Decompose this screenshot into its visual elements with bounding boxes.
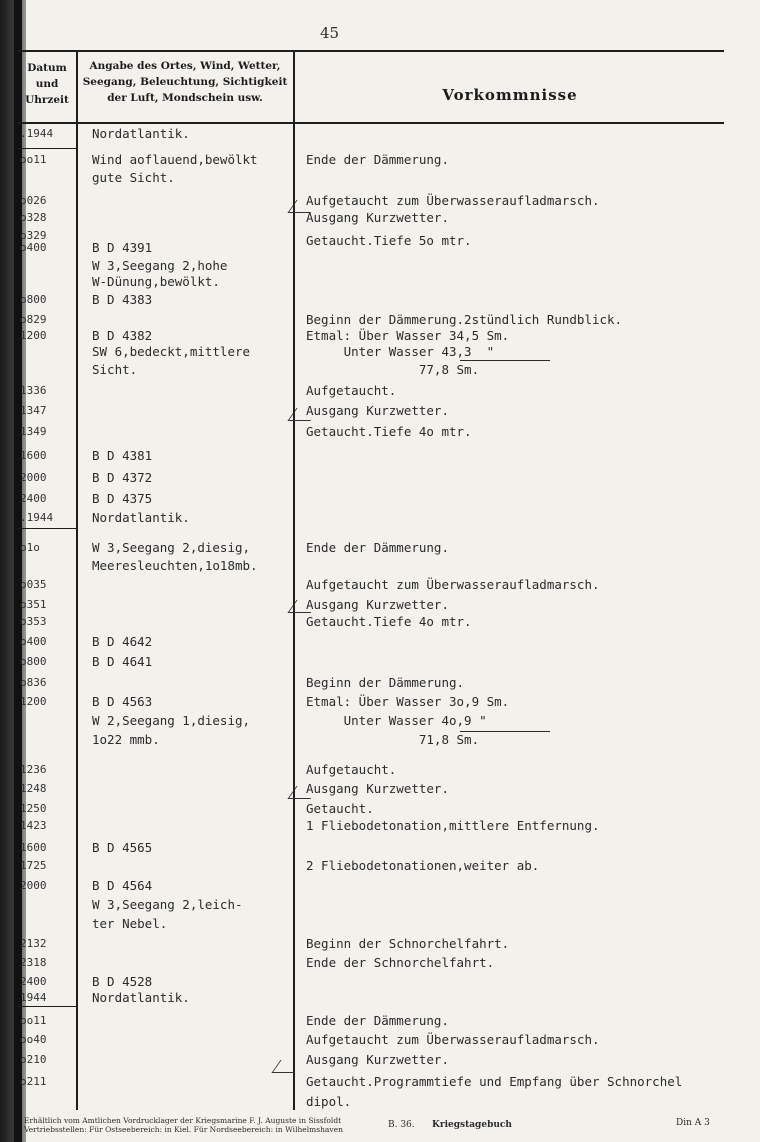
page-number: 45: [320, 24, 340, 42]
log-event: 71,8 Sm.: [306, 732, 480, 747]
log-event: Ausgang Kurzwetter.: [306, 1052, 449, 1067]
log-event: Ausgang Kurzwetter.: [306, 781, 449, 796]
log-place: B D 4375: [92, 491, 153, 506]
footer-title: Kriegstagebuch: [432, 1120, 512, 1130]
log-place: W 3,Seegang 2,diesig,: [92, 540, 251, 555]
log-place: Nordatlantik.: [92, 126, 190, 141]
log-time: .1944: [20, 127, 54, 140]
log-time: o1o: [20, 541, 40, 554]
log-time: 1336: [20, 384, 47, 397]
log-time: 1347: [20, 404, 47, 417]
footer-imprint: Erhältlich vom Amtlichen Vordrucklager der Kriegsmarine F. J. Auguste in Sissfoldt Vertriebsstellen: Für Ostseebereich: in Kiel. Für Nordseebereich: in Wilhelmshaven: [24, 1116, 343, 1134]
top-rule: [18, 50, 724, 52]
log-time: 1600: [20, 449, 47, 462]
log-event: Ausgang Kurzwetter.: [306, 210, 449, 225]
log-place: B D 4381: [92, 448, 153, 463]
log-place: Sicht.: [92, 362, 138, 377]
etmal-sum-line-1: [460, 360, 550, 361]
log-event: Ausgang Kurzwetter.: [306, 403, 449, 418]
log-event: Unter Wasser 43,3 ": [306, 344, 495, 359]
log-time: o035: [20, 578, 47, 591]
header-events: Vorkommnisse: [442, 86, 578, 104]
log-time: o400: [20, 241, 47, 254]
log-place: B D 4641: [92, 654, 153, 669]
log-time: o211: [20, 1075, 47, 1088]
log-time: oo40: [20, 1033, 47, 1046]
log-time: o329: [20, 229, 47, 242]
footer-code: Din A 3: [676, 1118, 710, 1128]
etmal-sum-line-2: [460, 731, 550, 732]
day-separator-1: [18, 148, 76, 149]
log-time: 1200: [20, 695, 47, 708]
log-place: W-Dünung,bewölkt.: [92, 274, 220, 289]
log-time: o400: [20, 635, 47, 648]
log-time: o800: [20, 655, 47, 668]
log-event: Getaucht.Programmtiefe und Empfang über Schnorchel: [306, 1074, 683, 1089]
footer-form: B. 36.: [388, 1120, 415, 1130]
log-place: B D 4642: [92, 634, 153, 649]
log-place: B D 4382: [92, 328, 153, 343]
log-place: ter Nebel.: [92, 916, 168, 931]
log-time: 2400: [20, 492, 47, 505]
header-date-time: Datum und Uhrzeit: [25, 62, 69, 106]
log-time: 2132: [20, 937, 47, 950]
day-separator-3: [18, 1006, 76, 1007]
log-event: 77,8 Sm.: [306, 362, 480, 377]
log-event: Ende der Dämmerung.: [306, 540, 449, 555]
log-event: Aufgetaucht zum Überwasseraufladmarsch.: [306, 1032, 600, 1047]
log-time: 1349: [20, 425, 47, 438]
log-time: o328: [20, 211, 47, 224]
log-time: o829: [20, 313, 47, 326]
log-time: 1423: [20, 819, 47, 832]
log-place: B D 4372: [92, 470, 153, 485]
log-time: 1200: [20, 329, 47, 342]
log-event: Ende der Schnorchelfahrt.: [306, 955, 495, 970]
log-time: .1944: [20, 511, 54, 524]
header-place-weather: Angabe des Ortes, Wind, Wetter, Seegang, Beleuchtung, Sichtigkeit der Luft, Mondschein usw.: [82, 60, 288, 104]
log-place: B D 4391: [92, 240, 153, 255]
log-event: Aufgetaucht.: [306, 762, 397, 777]
log-time: 1600: [20, 841, 47, 854]
log-time: 1236: [20, 763, 47, 776]
log-place: W 2,Seegang 1,diesig,: [92, 713, 251, 728]
log-event: Unter Wasser 4o,9 ": [306, 713, 487, 728]
log-time: o836: [20, 676, 47, 689]
log-event: Ende der Dämmerung.: [306, 152, 449, 167]
log-event: Aufgetaucht zum Überwasseraufladmarsch.: [306, 577, 600, 592]
log-time: o351: [20, 598, 47, 611]
log-event: Getaucht.: [306, 801, 374, 816]
log-place: B D 4383: [92, 292, 153, 307]
log-event: Ende der Dämmerung.: [306, 1013, 449, 1028]
log-event: Etmal: Über Wasser 3o,9 Sm.: [306, 694, 510, 709]
header-bottom-rule: [18, 122, 724, 124]
log-event: Beginn der Dämmerung.: [306, 675, 465, 690]
log-time: oo11: [20, 153, 47, 166]
log-event: 2 Fliebodetonationen,weiter ab.: [306, 858, 540, 873]
log-time: o026: [20, 194, 47, 207]
log-time: o800: [20, 293, 47, 306]
log-time: 1944: [20, 991, 47, 1004]
log-time: 1248: [20, 782, 47, 795]
log-place: Wind aoflauend,bewölkt: [92, 152, 258, 167]
log-event: Getaucht.Tiefe 5o mtr.: [306, 233, 472, 248]
log-time: o353: [20, 615, 47, 628]
log-event: dipol.: [306, 1094, 352, 1109]
log-event: 1 Fliebodetonation,mittlere Entfernung.: [306, 818, 600, 833]
log-place: Meeresleuchten,1o18mb.: [92, 558, 258, 573]
log-place: W 3,Seegang 2,leich-: [92, 897, 243, 912]
log-event: Aufgetaucht zum Überwasseraufladmarsch.: [306, 193, 600, 208]
log-time: 2400: [20, 975, 47, 988]
log-event: Etmal: Über Wasser 34,5 Sm.: [306, 328, 510, 343]
log-place: Nordatlantik.: [92, 990, 190, 1005]
log-time: 2000: [20, 879, 47, 892]
log-place: gute Sicht.: [92, 170, 175, 185]
log-place: B D 4563: [92, 694, 153, 709]
column-divider-1: [76, 50, 78, 1110]
log-place: B D 4528: [92, 974, 153, 989]
log-event: Ausgang Kurzwetter.: [306, 597, 449, 612]
pencil-check-icon: [271, 1060, 303, 1073]
log-time: 1250: [20, 802, 47, 815]
log-place: W 3,Seegang 2,hohe: [92, 258, 228, 273]
log-event: Beginn der Schnorchelfahrt.: [306, 936, 510, 951]
log-time: oo11: [20, 1014, 47, 1027]
log-place: B D 4565: [92, 840, 153, 855]
log-time: 2000: [20, 471, 47, 484]
log-event: Getaucht.Tiefe 4o mtr.: [306, 614, 472, 629]
log-time: 1725: [20, 859, 47, 872]
log-time: 2318: [20, 956, 47, 969]
log-event: Getaucht.Tiefe 4o mtr.: [306, 424, 472, 439]
day-separator-2: [18, 528, 76, 529]
log-event: Beginn der Dämmerung.2stündlich Rundblick.: [306, 312, 623, 327]
log-place: Nordatlantik.: [92, 510, 190, 525]
log-time: o210: [20, 1053, 47, 1066]
log-place: B D 4564: [92, 878, 153, 893]
log-place: 1o22 mmb.: [92, 732, 160, 747]
log-place: SW 6,bedeckt,mittlere: [92, 344, 251, 359]
log-event: Aufgetaucht.: [306, 383, 397, 398]
